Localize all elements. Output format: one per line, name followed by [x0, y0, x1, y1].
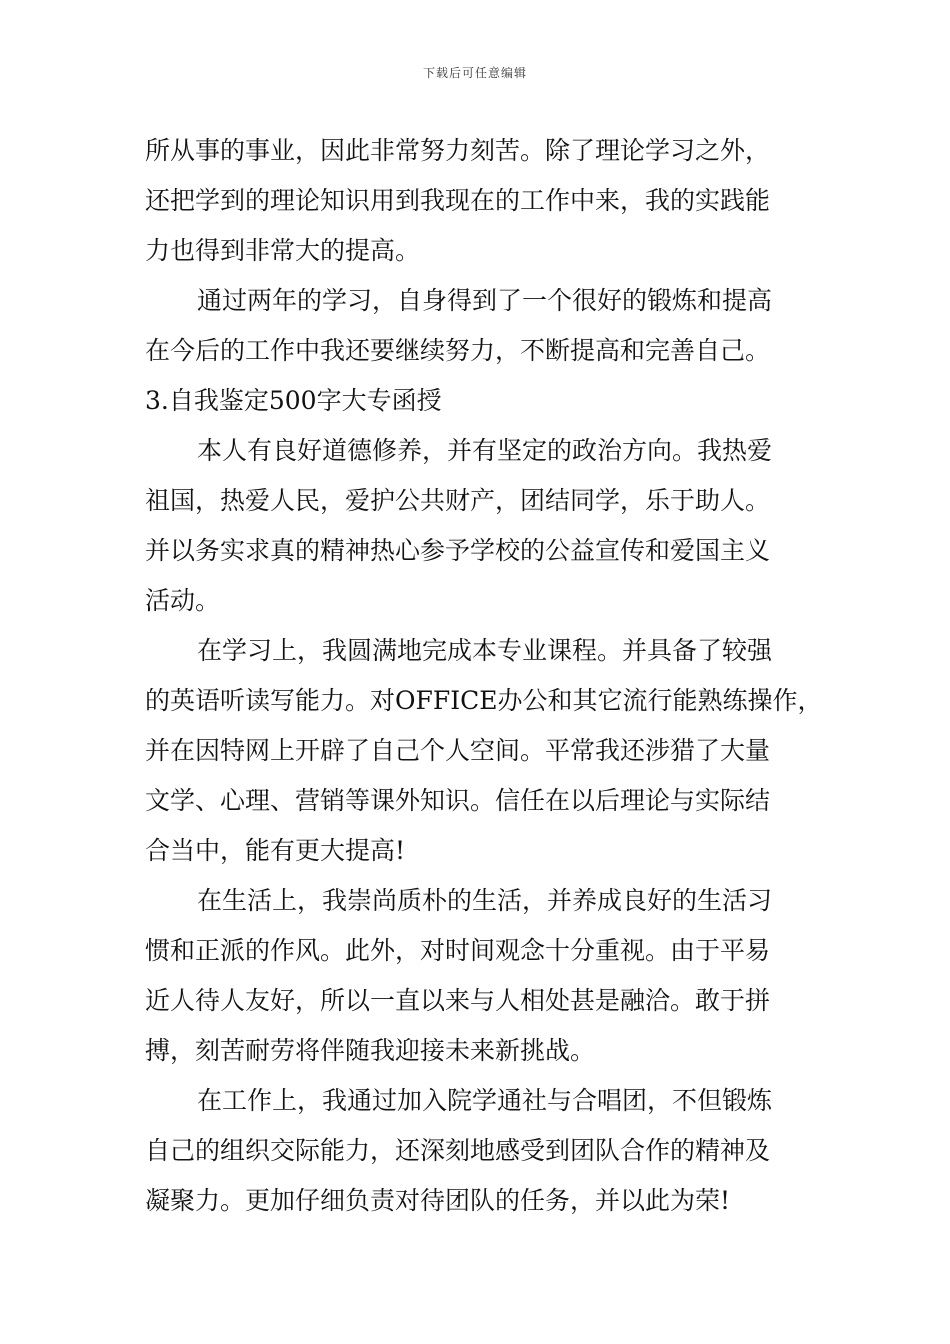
page-header: 下载后可任意编辑 [422, 66, 527, 80]
text-line: 惯和正派的作风。此外，对时间观念十分重视。由于平易 [145, 936, 771, 965]
section-heading: 3.自我鉴定500字大专函授 [145, 386, 442, 415]
text-line: 力也得到非常大的提高。 [145, 236, 421, 265]
paragraph-start-line: 在工作上，我通过加入院学通社与合唱团，不但锻炼 [197, 1086, 773, 1115]
text-line: 搏，刻苦耐劳将伴随我迎接未来新挑战。 [145, 1036, 596, 1065]
text-line: 所从事的事业，因此非常努力刻苦。除了理论学习之外， [145, 136, 771, 165]
text-line: 凝聚力。更加仔细负责对待团队的任务，并以此为荣! [145, 1186, 731, 1215]
text-line: 活动。 [145, 586, 221, 615]
paragraph-start-line: 在生活上，我崇尚质朴的生活，并养成良好的生活习 [197, 886, 773, 915]
text-line: 合当中，能有更大提高! [145, 836, 406, 865]
text-line: 还把学到的理论知识用到我现在的工作中来，我的实践能 [145, 186, 771, 215]
text-line: 近人待人友好，所以一直以来与人相处甚是融洽。敢于拼 [145, 986, 771, 1015]
text-line: 祖国，热爱人民，爱护公共财产，团结同学，乐于助人。 [145, 486, 771, 515]
paragraph-start-line: 在学习上，我圆满地完成本专业课程。并具备了较强 [197, 636, 773, 665]
text-line: 并在因特网上开辟了自己个人空间。平常我还涉猎了大量 [145, 736, 771, 765]
paragraph-start-line: 本人有良好道德修养，并有坚定的政治方向。我热爱 [197, 436, 773, 465]
text-line: 的英语听读写能力。对OFFICE办公和其它流行能熟练操作， [145, 686, 823, 715]
text-line: 并以务实求真的精神热心参予学校的公益宣传和爱国主义 [145, 536, 771, 565]
text-line: 在今后的工作中我还要继续努力，不断提高和完善自己。 [145, 336, 771, 365]
text-line: 文学、心理、营销等课外知识。信任在以后理论与实际结 [145, 786, 771, 815]
paragraph-start-line: 通过两年的学习，自身得到了一个很好的锻炼和提高 [197, 286, 773, 315]
document-body [145, 126, 835, 1226]
text-line: 自己的组织交际能力，还深刻地感受到团队合作的精神及 [145, 1136, 771, 1165]
